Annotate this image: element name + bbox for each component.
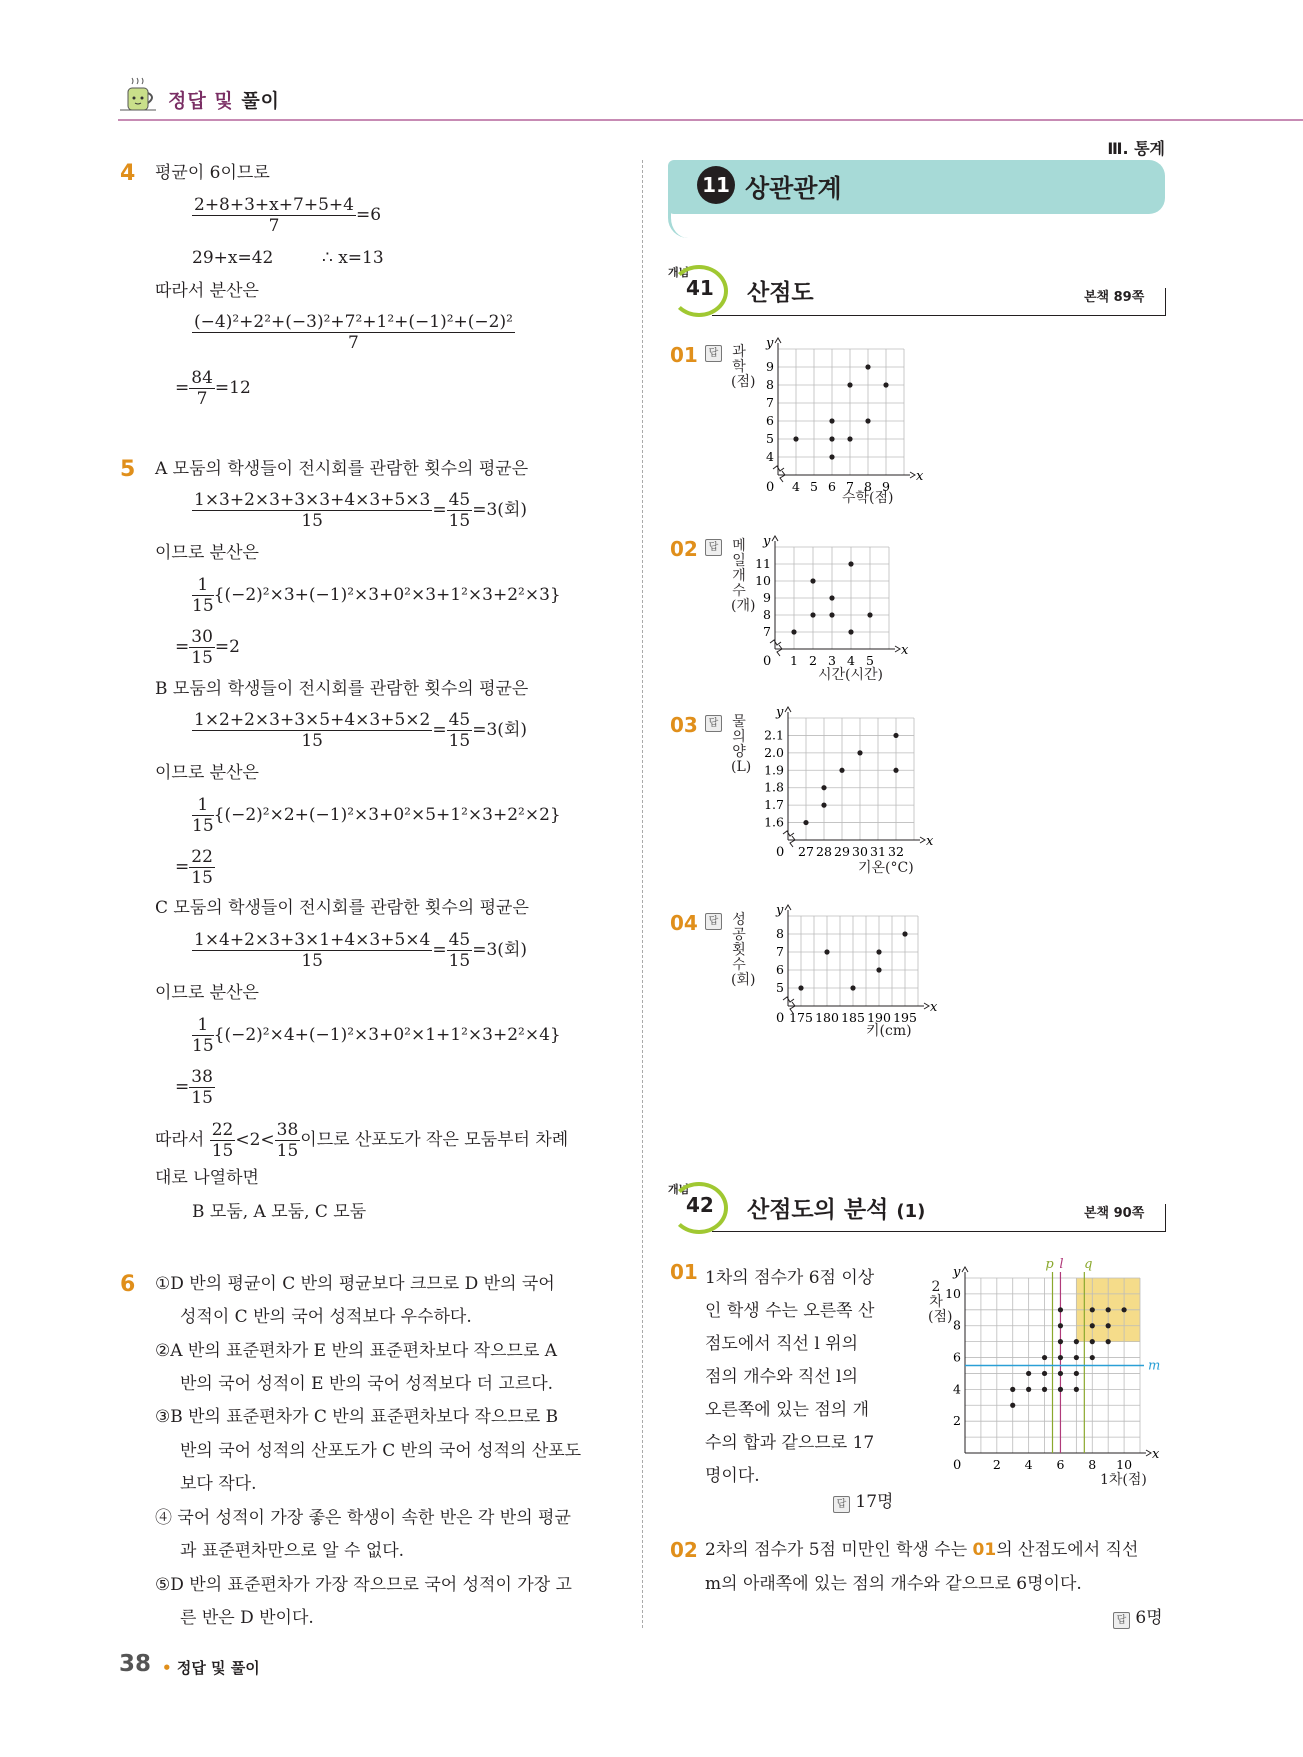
a41-03-number: 03 <box>670 713 698 737</box>
data-point <box>793 436 798 441</box>
y-tick-label: 9 <box>766 359 774 374</box>
q5-b-var-intro: 이므로 분산은 <box>155 763 259 783</box>
a42-01-line: 명이다. <box>705 1466 760 1486</box>
header-title: 정답 및 풀이 <box>168 90 281 112</box>
q5-b-var-result: = $\frac{22}{15}$ <box>175 847 213 888</box>
origin-label: 0 <box>953 1458 962 1473</box>
y-axis-arrow <box>775 338 781 343</box>
data-point <box>883 382 888 387</box>
y-axis-arrow <box>785 707 791 712</box>
concept42-rule <box>712 1231 1166 1232</box>
q5-c-mean: $\frac{1\times 4+2\times 3+3\times 1+4\times 3+5\times 4}{15}$ = $\frac{45}{15}$ =3(회) <box>194 930 527 971</box>
a42-01-line: 점도에서 직선 l 위의 <box>705 1334 859 1354</box>
origin-label: 0 <box>776 845 785 860</box>
q5-c-var-intro: 이므로 분산은 <box>155 983 259 1003</box>
x-tick-label: 8 <box>1088 1457 1097 1472</box>
y-tick-label: 4 <box>953 1381 961 1397</box>
q4-line3a: 29+x=42 <box>192 248 274 268</box>
q6-line-1: ①D 반의 평균이 C 반의 평균보다 크므로 D 반의 국어 <box>155 1274 555 1294</box>
chart4-ylabel: 성공 횟수(회) <box>731 912 756 988</box>
chapter-label: Ⅲ. 통계 <box>1107 139 1165 158</box>
concept42-title: 산점도의 분석 (1) <box>747 1197 926 1223</box>
chart2-xlabel: 시간(시간) <box>818 667 884 683</box>
x-tick-label: 4 <box>792 479 800 494</box>
q5-number: 5 <box>120 457 136 482</box>
q5-a-var: $\frac{1}{15}$ {(−2)²×3+(−1)²×3+0²×3+1²×3+2²×3} <box>192 575 561 616</box>
concept41-rule <box>712 315 1166 316</box>
answer-mark-icon: 답 <box>1113 1612 1130 1629</box>
data-point <box>1090 1339 1095 1344</box>
concept41-title: 산점도 <box>747 280 814 306</box>
data-point <box>1074 1339 1079 1344</box>
data-point <box>829 595 834 600</box>
data-point <box>857 750 862 755</box>
concept41-label: 개념 <box>668 266 690 279</box>
q5-b-var: $\frac{1}{15}$ {(−2)²×2+(−1)²×3+0²×5+1²×3+2²×2} <box>192 795 561 836</box>
y-tick-label: 4 <box>766 449 774 464</box>
footer-label: • 정답 및 풀이 <box>162 1659 260 1677</box>
data-point <box>810 612 815 617</box>
line-m-label: m <box>1148 1358 1161 1374</box>
y-tick-label: 8 <box>953 1317 961 1333</box>
y-tick-label: 6 <box>953 1349 961 1365</box>
data-point <box>1058 1307 1063 1312</box>
data-point <box>821 803 826 808</box>
data-point <box>1058 1387 1063 1392</box>
q6-line-4: 반의 국어 성적이 E 반의 국어 성적보다 더 고르다. <box>180 1374 554 1394</box>
data-point <box>829 418 834 423</box>
line-l-label: l <box>1059 1257 1064 1272</box>
origin-label: 0 <box>766 480 775 495</box>
q5-c-intro: C 모둠의 학생들이 전시회를 관람한 횟수의 평균은 <box>155 898 529 918</box>
y-tick-label: 2.0 <box>764 744 784 760</box>
data-point <box>1058 1339 1063 1344</box>
q4-fraction2: $\frac{\text{(−4)²+2²+(−3)²+7²+1²+(−1)²+(−2)²}}{7}$ <box>194 312 513 353</box>
x-tick-label: 185 <box>841 1010 865 1025</box>
y-axis-arrow <box>962 1267 968 1272</box>
y-tick-label: 1.8 <box>764 779 784 795</box>
answer-mark-icon: 답 <box>705 345 722 362</box>
x-tick-label: 31 <box>870 844 886 859</box>
chart3-scatter <box>750 705 934 860</box>
q5-conclusion: 따라서 $\frac{22}{15}$ <2< $\frac{38}{15}$ 이므로 산포도가 작은 모둠부터 차례 <box>155 1120 569 1161</box>
data-point <box>902 931 907 936</box>
x-tick-label: 2 <box>809 653 817 668</box>
a42-01-line: 1차의 점수가 6점 이상 <box>705 1268 875 1288</box>
a42-01-line: 점의 개수와 직선 l의 <box>705 1367 859 1387</box>
chart4-scatter <box>750 903 938 1026</box>
q5-c-var: $\frac{1}{15}$ {(−2)²×4+(−1)²×3+0²×1+1²×3+2²×4} <box>192 1015 561 1056</box>
data-point <box>876 967 881 972</box>
a42-01-answer: 답 17명 <box>833 1492 893 1513</box>
y-tick-label: 8 <box>766 377 774 392</box>
y-tick-label: 7 <box>766 395 774 410</box>
data-point <box>848 561 853 566</box>
a42-02-answer: 답 6명 <box>1113 1608 1163 1629</box>
origin-label: 0 <box>776 1011 785 1026</box>
x-axis-symbol: x <box>930 1000 938 1015</box>
concept41-rule-end <box>1165 288 1166 316</box>
data-point <box>810 578 815 583</box>
line-q-label: q <box>1084 1257 1093 1272</box>
chart1-scatter <box>750 336 924 500</box>
data-point <box>1074 1371 1079 1376</box>
a41-04-number: 04 <box>670 911 698 935</box>
x-tick-label: 10 <box>1116 1457 1133 1472</box>
q5-a-var-intro: 이므로 분산은 <box>155 543 259 563</box>
x-axis-arrow <box>920 837 925 843</box>
chart2-ylabel: 메일 개수(개) <box>731 538 756 614</box>
x-tick-label: 180 <box>815 1010 839 1025</box>
x-axis-symbol: x <box>901 643 909 658</box>
q6-number: 6 <box>120 1272 136 1297</box>
data-point <box>803 820 808 825</box>
concept42-label: 개념 <box>668 1183 690 1196</box>
y-tick-label: 9 <box>763 590 771 605</box>
data-point <box>1042 1371 1047 1376</box>
data-point <box>1042 1387 1047 1392</box>
x-tick-label: 28 <box>816 844 832 859</box>
y-tick-label: 10 <box>945 1285 961 1301</box>
line-p-label: p <box>1045 1257 1054 1272</box>
q4-fraction1: $\frac{2+8+3+x+7+5+4}{7}$ =6 <box>194 195 382 236</box>
a42-02-line1: 2차의 점수가 5점 미만인 학생 수는 01의 산점도에서 직선 <box>705 1540 1139 1560</box>
chart3-xlabel: 기온(°C) <box>858 860 914 876</box>
y-tick-label: 8 <box>776 926 784 941</box>
q6-line-9: 과 표준편차만으로 알 수 없다. <box>180 1541 405 1561</box>
y-tick-label: 6 <box>776 962 784 977</box>
data-point <box>867 612 872 617</box>
a41-02-number: 02 <box>670 537 698 561</box>
data-point <box>1106 1323 1111 1328</box>
q5-a-mean: $\frac{1\times 3+2\times 3+3\times 3+4\times 3+5\times 3}{15}$ = $\frac{45}{15}$ =3(회) <box>194 490 527 531</box>
data-point <box>1106 1339 1111 1344</box>
y-tick-label: 1.6 <box>764 814 784 830</box>
x-tick-label: 1 <box>790 653 798 668</box>
q4-number: 4 <box>120 161 136 186</box>
data-point <box>829 436 834 441</box>
a42-02-number: 02 <box>670 1538 698 1562</box>
data-point <box>1058 1371 1063 1376</box>
a42-01-text <box>705 1262 874 1493</box>
x-tick-label: 175 <box>789 1010 813 1025</box>
chart1-xlabel: 수학(점) <box>842 490 894 506</box>
chart3-ylabel: 물의 양(L) <box>731 714 752 775</box>
x-tick-label: 190 <box>867 1010 891 1025</box>
y-axis-symbol: y <box>763 534 771 549</box>
q4-line1: 평균이 6이므로 <box>155 163 270 183</box>
q6-line-6: 반의 국어 성적의 산포도가 C 반의 국어 성적의 산포도 <box>180 1441 582 1461</box>
answer-mark-icon: 답 <box>705 913 722 930</box>
chart1-ylabel: 과학(점) <box>731 344 756 390</box>
q4-line3b: ∴ x=13 <box>322 248 384 268</box>
y-tick-label: 5 <box>776 980 784 995</box>
answer-mark-icon: 답 <box>705 715 722 732</box>
data-point <box>1090 1323 1095 1328</box>
axis-break-x <box>790 836 795 847</box>
y-tick-label: 7 <box>763 624 771 639</box>
q6-line-2: 성적이 C 반의 국어 성적보다 우수하다. <box>180 1307 472 1327</box>
section-banner-tail <box>668 208 695 238</box>
y-axis-symbol: y <box>953 1265 961 1280</box>
data-point <box>848 629 853 634</box>
y-tick-label: 2 <box>953 1413 961 1429</box>
x-tick-label: 195 <box>893 1010 917 1025</box>
data-point <box>1026 1387 1031 1392</box>
axis-break-x <box>777 645 782 656</box>
data-point <box>847 382 852 387</box>
origin-label: 0 <box>763 654 772 669</box>
y-tick-label: 8 <box>763 607 771 622</box>
y-axis-arrow <box>772 536 778 541</box>
x-axis-arrow <box>910 472 915 478</box>
data-point <box>1074 1387 1079 1392</box>
y-tick-label: 6 <box>766 413 774 428</box>
chart4-xlabel: 키(cm) <box>866 1023 912 1039</box>
x-tick-label: 30 <box>852 844 868 859</box>
a42-02-line2: m의 아래쪽에 있는 점의 개수와 같으므로 6명이다. <box>705 1574 1082 1594</box>
q4-fraction3: = $\frac{84}{7}$ =12 <box>175 368 251 409</box>
x-tick-label: 32 <box>888 844 904 859</box>
x-axis-arrow <box>924 1003 929 1009</box>
q5-a-intro: A 모둠의 학생들이 전시회를 관람한 횟수의 평균은 <box>155 459 529 479</box>
data-point <box>1074 1355 1079 1360</box>
concept41-ref: 본책 89쪽 <box>1084 290 1145 305</box>
data-point <box>1042 1355 1047 1360</box>
data-point <box>865 364 870 369</box>
x-axis-symbol: x <box>926 834 934 849</box>
y-tick-label: 5 <box>766 431 774 446</box>
x-tick-label: 4 <box>847 653 855 668</box>
concept42-number: 42 <box>686 1193 714 1217</box>
data-point <box>850 985 855 990</box>
y-tick-label: 10 <box>755 573 771 588</box>
column-divider <box>642 160 643 1628</box>
x-tick-label: 29 <box>834 844 850 859</box>
answer-mark-icon: 답 <box>833 1496 850 1513</box>
y-tick-label: 1.9 <box>764 762 784 778</box>
chart5-xlabel: 1차(점) <box>1100 1472 1147 1488</box>
y-axis-arrow <box>785 905 791 910</box>
chart2-scatter <box>750 534 909 674</box>
data-point <box>791 629 796 634</box>
x-tick-label: 27 <box>798 844 814 859</box>
x-axis-arrow <box>1146 1450 1151 1456</box>
a42-01-number: 01 <box>670 1260 698 1284</box>
a42-01-line: 오른쪽에 있는 점의 개 <box>705 1400 870 1420</box>
x-tick-label: 8 <box>864 479 872 494</box>
a41-01-number: 01 <box>670 343 698 367</box>
answer-mark-icon: 답 <box>705 539 722 556</box>
q5-b-mean: $\frac{1\times 2+2\times 3+3\times 5+4\times 3+5\times 2}{15}$ = $\frac{45}{15}$ =3(회) <box>194 710 527 751</box>
q5-answer: B 모둠, A 모둠, C 모둠 <box>192 1202 367 1222</box>
x-tick-label: 6 <box>1056 1457 1065 1472</box>
y-tick-label: 1.7 <box>764 797 784 813</box>
section-title: 상관관계 <box>745 174 842 203</box>
q5-b-intro: B 모둠의 학생들이 전시회를 관람한 횟수의 평균은 <box>155 679 529 699</box>
y-axis-symbol: y <box>776 903 784 918</box>
axis-break-x <box>780 471 785 482</box>
x-tick-label: 9 <box>882 479 890 494</box>
data-point <box>1106 1307 1111 1312</box>
data-point <box>1026 1371 1031 1376</box>
section-number: 11 <box>697 166 735 204</box>
data-point <box>893 768 898 773</box>
data-point <box>829 454 834 459</box>
q6-line-10: ⑤D 반의 표준편차가 가장 작으므로 국어 성적이 가장 고 <box>155 1575 572 1595</box>
x-axis-symbol: x <box>916 469 924 484</box>
data-point <box>876 949 881 954</box>
header-rule <box>118 119 1303 121</box>
q6-line-8: ④ 국어 성적이 가장 좋은 학생이 속한 반은 각 반의 평균 <box>155 1508 571 1528</box>
data-point <box>829 612 834 617</box>
x-tick-label: 7 <box>846 479 854 494</box>
data-point <box>847 436 852 441</box>
data-point <box>893 733 898 738</box>
data-point <box>1090 1307 1095 1312</box>
q6-line-5: ③B 반의 표준편차가 C 반의 표준편차보다 작으므로 B <box>155 1407 559 1427</box>
x-axis-arrow <box>895 646 900 652</box>
x-tick-label: 5 <box>866 653 874 668</box>
header-mug-icon <box>118 76 158 114</box>
concept41-number: 41 <box>686 276 714 300</box>
x-tick-label: 3 <box>828 653 836 668</box>
data-point <box>824 949 829 954</box>
x-tick-label: 4 <box>1024 1457 1033 1472</box>
data-point <box>1121 1307 1126 1312</box>
data-point <box>839 768 844 773</box>
x-tick-label: 5 <box>810 479 818 494</box>
y-tick-label: 7 <box>776 944 784 959</box>
data-point <box>865 418 870 423</box>
chart5-ylabel: 2차(점) <box>928 1279 953 1325</box>
section-banner <box>668 160 1165 214</box>
q4-line4: 따라서 분산은 <box>155 281 259 301</box>
a42-01-line: 인 학생 수는 오른쪽 산 <box>705 1301 875 1321</box>
concept42-rule-end <box>1165 1204 1166 1232</box>
x-axis-symbol: x <box>1152 1447 1160 1462</box>
y-axis-symbol: y <box>766 336 774 351</box>
a42-01-line: 수의 합과 같으므로 17 <box>705 1433 875 1453</box>
q6-line-11: 른 반은 D 반이다. <box>180 1608 314 1628</box>
q5-conclusion-line2: 대로 나열하면 <box>155 1168 259 1188</box>
data-point <box>1010 1403 1015 1408</box>
y-tick-label: 11 <box>755 556 771 571</box>
q5-a-var-result: = $\frac{30}{15}$ =2 <box>175 627 240 668</box>
x-tick-label: 6 <box>828 479 836 494</box>
q6-line-3: ②A 반의 표준편차가 E 반의 표준편차보다 작으므로 A <box>155 1341 558 1361</box>
concept42-ref: 본책 90쪽 <box>1084 1206 1145 1221</box>
chart5-scatter <box>945 1257 1173 1483</box>
x-tick-label: 2 <box>992 1457 1001 1472</box>
y-axis-symbol: y <box>776 705 784 720</box>
data-point <box>1010 1387 1015 1392</box>
page-number: 38 <box>119 1651 152 1677</box>
q5-c-var-result: = $\frac{38}{15}$ <box>175 1067 213 1108</box>
y-tick-label: 2.1 <box>764 727 784 743</box>
data-point <box>821 785 826 790</box>
data-point <box>1058 1355 1063 1360</box>
data-point <box>798 985 803 990</box>
data-point <box>1090 1355 1095 1360</box>
q6-line-7: 보다 작다. <box>180 1474 257 1494</box>
data-point <box>1058 1323 1063 1328</box>
